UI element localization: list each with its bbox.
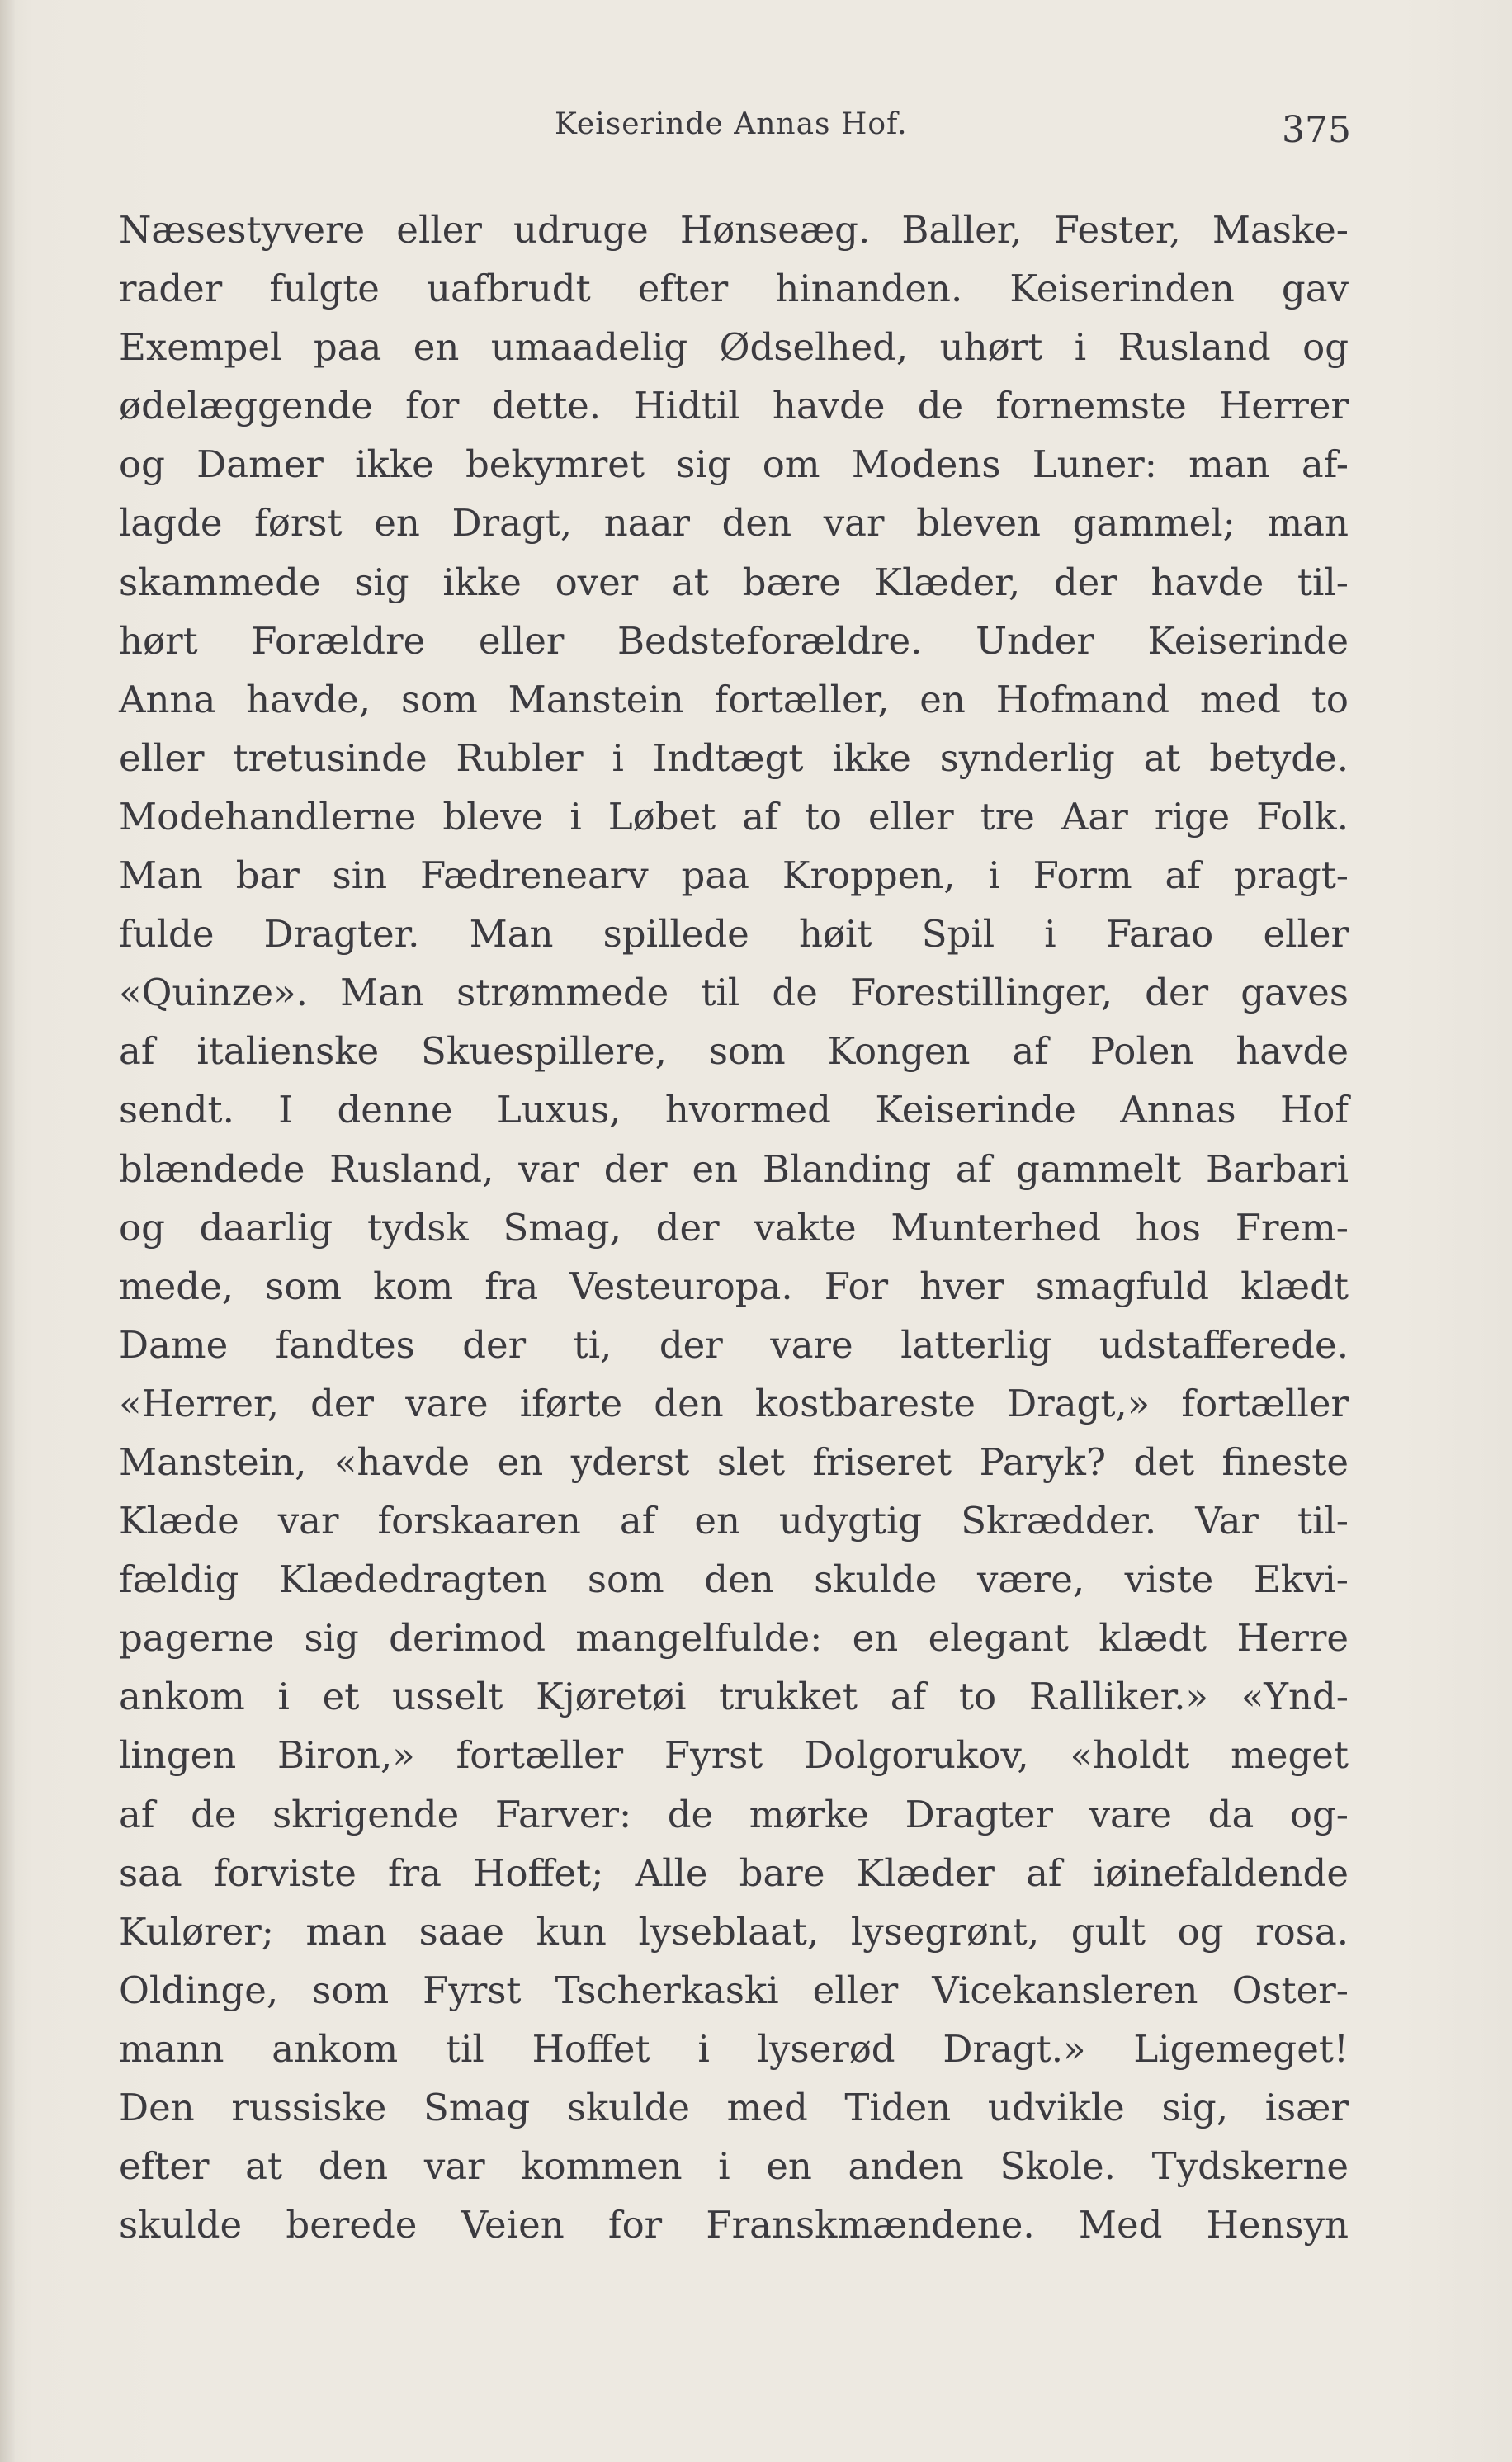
text-line: «Herrer, der vare iførte den kostbareste Dragt,» fortæller — [119, 1381, 1349, 1425]
text-line: fældig Klædedragten som den skulde være, viste Ekvi- — [119, 1557, 1349, 1602]
text-line: Oldinge, som Fyrst Tscherkaski eller Vicekansleren Oster- — [119, 1968, 1349, 2012]
text-line: Klæde var forskaaren af en udygtig Skrædder. Var til- — [119, 1499, 1349, 1543]
text-line: Kulører; man saae kun lyseblaat, lysegrønt, gult og rosa. — [119, 1909, 1349, 1954]
text-line: mede, som kom fra Vesteuropa. For hver smagfuld klædt — [119, 1264, 1349, 1308]
page-number: 375 — [1282, 109, 1351, 151]
text-line: og daarlig tydsk Smag, der vakte Munterhed hos Frem- — [119, 1205, 1349, 1250]
text-line: Dame fandtes der ti, der vare latterlig udstafferede. — [119, 1322, 1349, 1367]
text-line: blændede Rusland, var der en Blanding af gammelt Barbari — [119, 1146, 1349, 1191]
text-line: fulde Dragter. Man spillede høit Spil i Farao eller — [119, 912, 1349, 957]
text-line: Anna havde, som Manstein fortæller, en Hofmand med to — [119, 677, 1349, 721]
text-line: saa forviste fra Hoffet; Alle bare Klæder af iøinefaldende — [119, 1850, 1349, 1895]
text-line: ødelæggende for dette. Hidtil havde de fornemste Herrer — [119, 384, 1349, 428]
text-line: lagde først en Dragt, naar den var bleven gammel; man — [119, 501, 1349, 546]
running-head-title: Keiserinde Annas Hof. — [555, 107, 908, 141]
text-line: rader fulgte uafbrudt efter hinanden. Keiserinden gav — [119, 267, 1349, 311]
text-line: «Quinze». Man strømmede til de Forestillinger, der gaves — [119, 971, 1349, 1015]
text-line: af de skrigende Farver: de mørke Dragter vare da og- — [119, 1792, 1349, 1836]
text-line: skammede sig ikke over at bære Klæder, der havde til- — [119, 560, 1349, 604]
running-head — [0, 97, 1512, 151]
text-line: efter at den var kommen i en anden Skole. Tydskerne — [119, 2144, 1349, 2189]
text-line: mann ankom til Hoffet i lyserød Dragt.» Ligemeget! — [119, 2026, 1349, 2071]
text-line: pagerne sig derimod mangelfulde: en elegant klædt Herre — [119, 1616, 1349, 1661]
text-line: sendt. I denne Luxus, hvormed Keiserinde Annas Hof — [119, 1088, 1349, 1132]
text-line: skulde berede Veien for Franskmændene. Med Hensyn — [119, 2203, 1349, 2247]
text-line: hørt Forældre eller Bedsteforældre. Under Keiserinde — [119, 618, 1349, 663]
text-line: Næsestyvere eller udruge Hønseæg. Baller, Fester, Maske- — [119, 208, 1349, 252]
text-line: eller tretusinde Rubler i Indtægt ikke synderlig at betyde. — [119, 735, 1349, 780]
text-line: ankom i et usselt Kjøretøi trukket af to Ralliker.» «Ynd- — [119, 1675, 1349, 1719]
body-text — [119, 201, 1349, 2254]
text-line: lingen Biron,» fortæller Fyrst Dolgorukov, «holdt meget — [119, 1733, 1349, 1778]
text-line: og Damer ikke bekymret sig om Modens Luner: man af- — [119, 442, 1349, 487]
binding-edge — [0, 0, 15, 2462]
text-line: Modehandlerne bleve i Løbet af to eller tre Aar rige Folk. — [119, 794, 1349, 839]
text-line: af italienske Skuespillere, som Kongen af Polen havde — [119, 1029, 1349, 1074]
text-line: Den russiske Smag skulde med Tiden udvikle sig, især — [119, 2086, 1349, 2129]
text-line: Exempel paa en umaadelig Ødselhed, uhørt i Rusland og — [119, 325, 1349, 370]
text-line: Man bar sin Fædrenearv paa Kroppen, i Form af pragt- — [119, 853, 1349, 898]
text-line: Manstein, «havde en yderst slet friseret Paryk? det fineste — [119, 1439, 1349, 1484]
